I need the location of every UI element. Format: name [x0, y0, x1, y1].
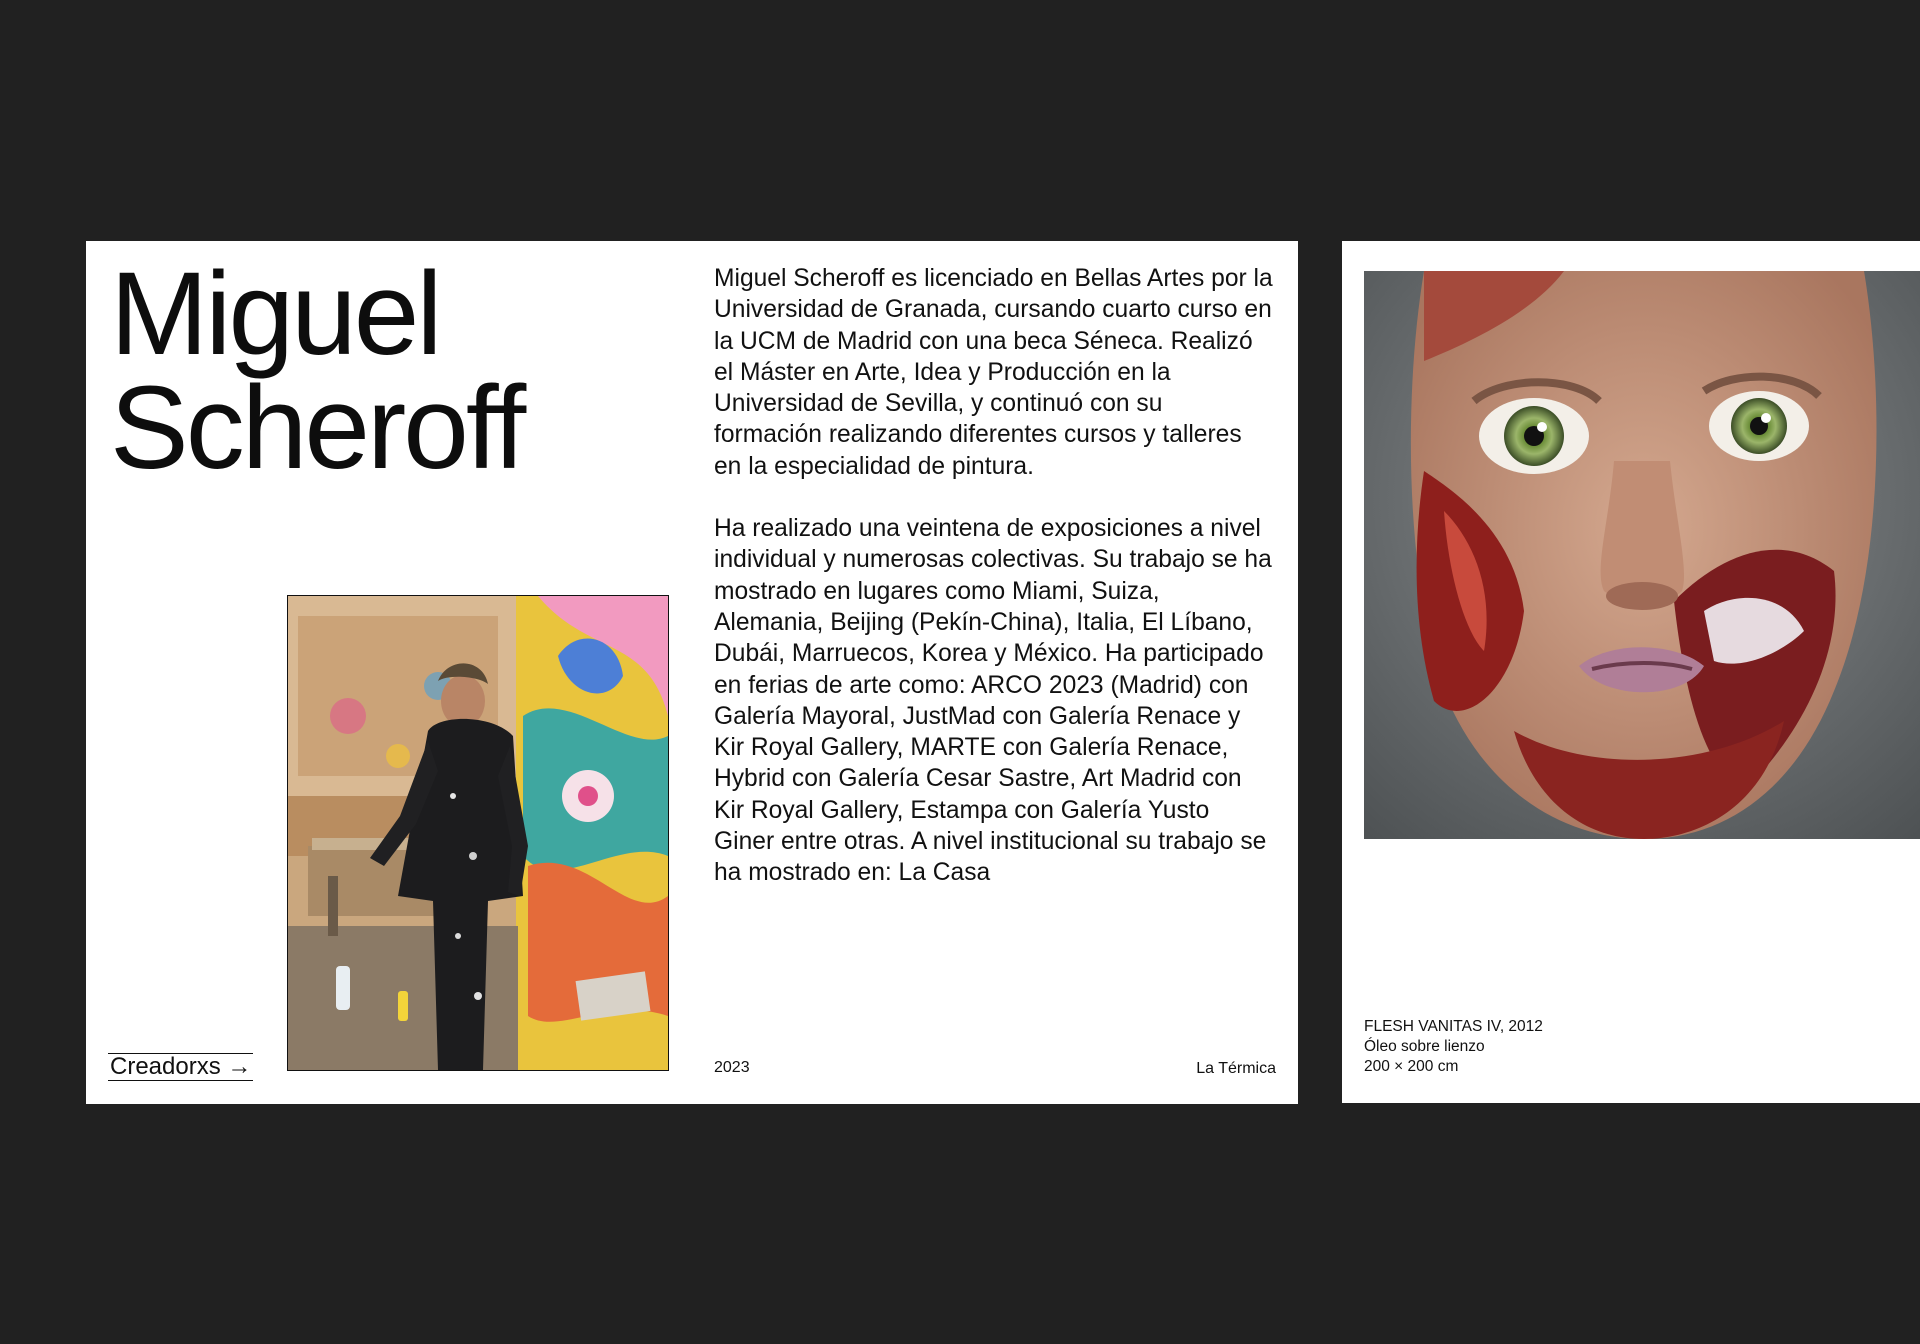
- artwork-medium: Óleo sobre lienzo: [1364, 1038, 1485, 1055]
- artwork-card: [1342, 241, 1920, 1103]
- artist-first-name: Miguel: [110, 248, 440, 380]
- artist-biography: [714, 263, 1274, 993]
- artist-last-name: Scheroff: [110, 362, 524, 494]
- arrow-right-icon: →: [227, 1053, 252, 1080]
- artist-bio-card: [86, 241, 1298, 1104]
- artwork-title: FLESH VANITAS IV, 2012: [1364, 1018, 1543, 1035]
- artwork-painting-illustration: [1364, 271, 1920, 839]
- footer-organization: La Térmica: [1196, 1060, 1276, 1077]
- studio-photo-illustration: [288, 596, 668, 1070]
- artist-studio-photo: [287, 595, 669, 1071]
- creadorxs-link[interactable]: [108, 1053, 253, 1081]
- footer-year: 2023: [714, 1059, 750, 1076]
- creadorxs-link-label: Creadorxs: [110, 1053, 221, 1080]
- artwork-caption: [1364, 1017, 1543, 1077]
- bio-paragraph-2: Ha realizado una veintena de exposiciones a nivel individual y numerosas colectivas. Su trabajo se ha mostrado en lugares como Miami, Suiza, Alemania, Beijing (Pekín-China), Italia, El Líbano, Dubái, Marruecos, Korea y México. Ha participado en ferias de arte como: ARCO 2023 (Madrid) con Galería Mayoral, JustMad con Galería Renace y Kir Royal Gallery, MARTE con Galería Renace, Hybrid con Galería Cesar Sastre, Art Madrid con Kir Royal Gallery, Estampa con Galería Yusto Giner entre otras. A nivel institucional su trabajo se ha mostrado en: La Casa: [714, 515, 1272, 887]
- artwork-image: [1364, 271, 1920, 839]
- artwork-dimensions: 200 × 200 cm: [1364, 1058, 1459, 1075]
- artist-name-heading: [110, 248, 524, 494]
- bio-paragraph-1: Miguel Scheroff es licenciado en Bellas Artes por la Universidad de Granada, cursando cuarto curso en la UCM de Madrid con una beca Séneca. Realizó el Máster en Arte, Idea y Producción en la Universidad de Sevilla, y continuó con su formación realizando diferentes cursos y talleres en la especialidad de pintura.: [714, 265, 1273, 480]
